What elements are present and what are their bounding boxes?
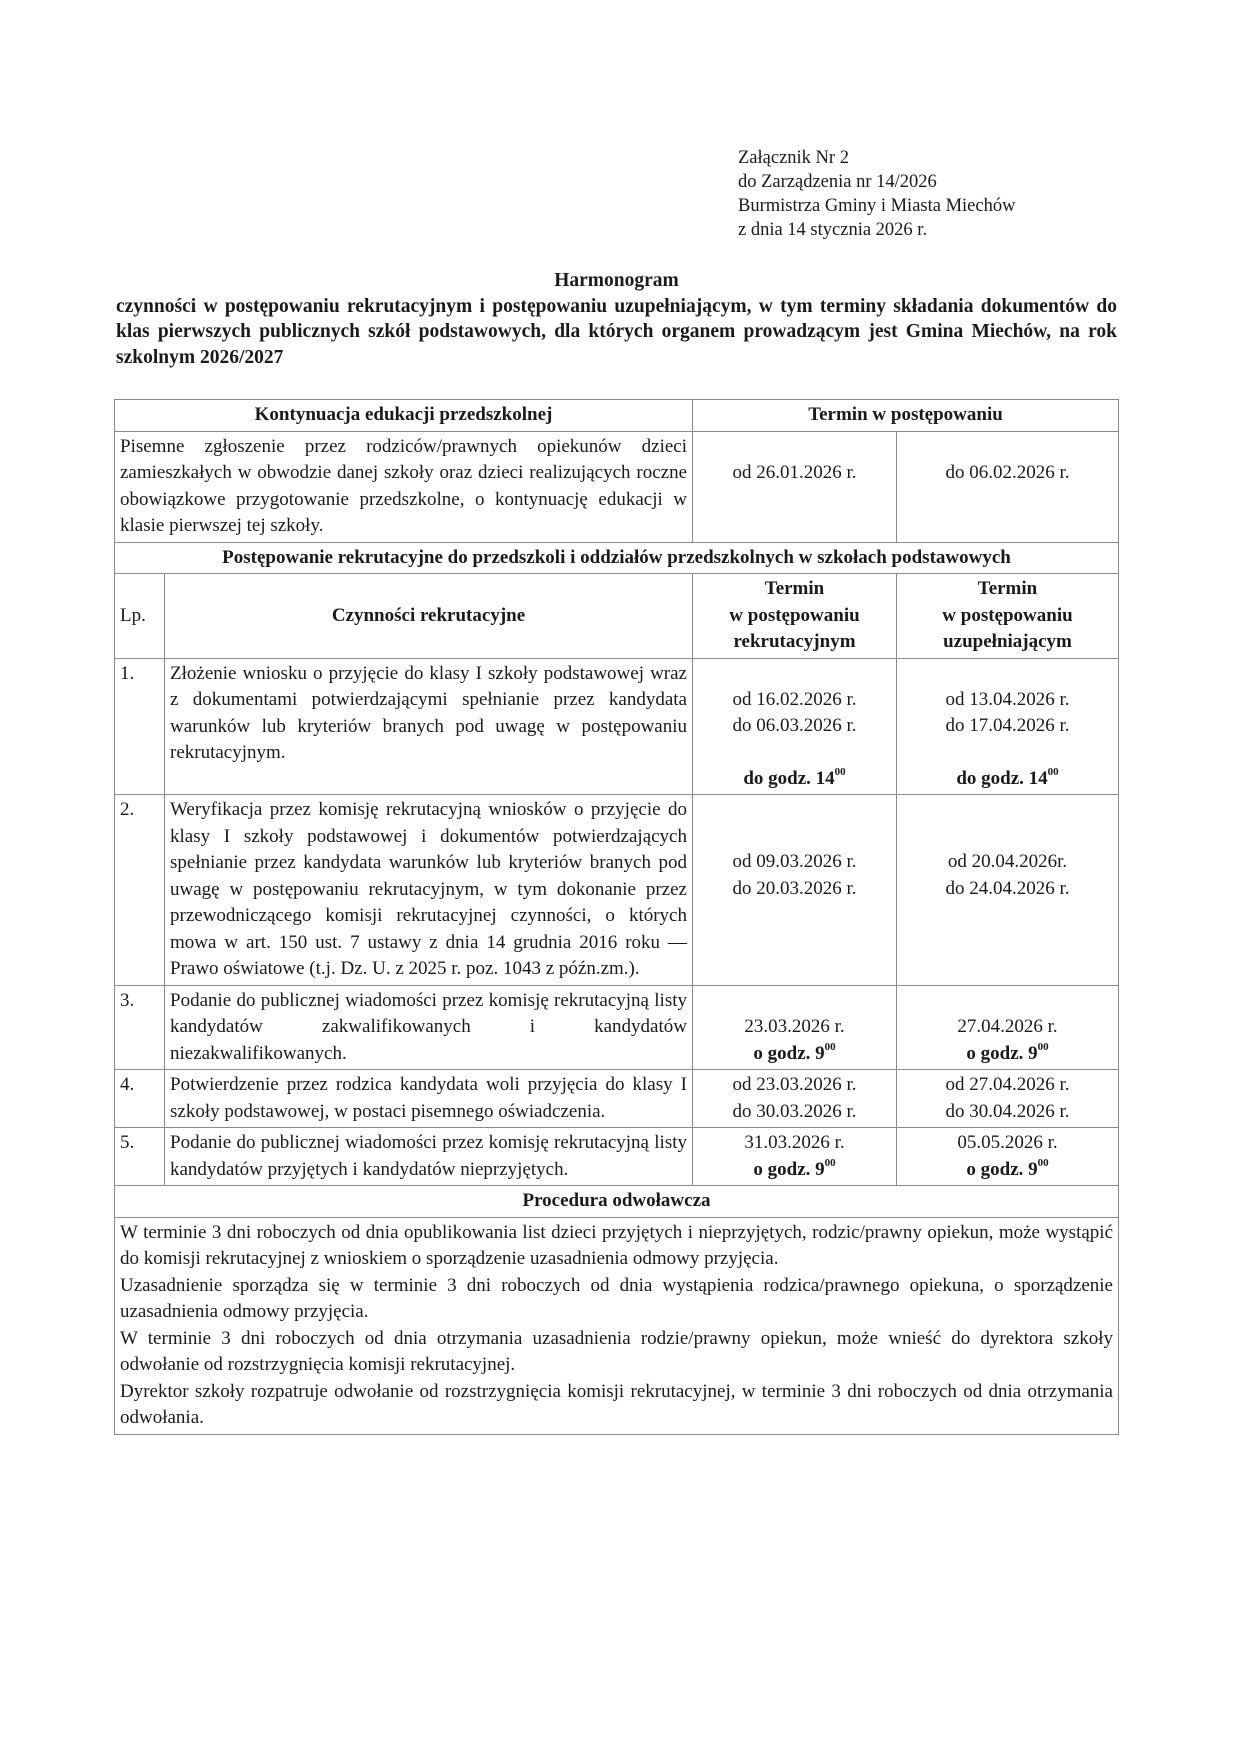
date-to: do 20.03.2026 r. — [732, 877, 857, 899]
row-number: 5. — [115, 1128, 165, 1186]
time-text: do godz. 14 — [743, 767, 835, 789]
time-minutes: 00 — [1037, 1157, 1049, 1170]
date-to: do 24.04.2026 r. — [945, 877, 1070, 899]
date: 23.03.2026 r. — [744, 1016, 845, 1037]
time-text: o godz. 9 — [753, 1158, 825, 1180]
row-supp-term — [897, 985, 1119, 1070]
continuation-description: Pisemne zgłoszenie przez rodziców/prawnych opiekunów dzieci zamieszkałych w obwodzie danej szkoły oraz dzieci realizujących roczne obowiązkowe przygotowanie przedszkolne, o kontynuację edukacji w klasie pierwszej tej szkoły. — [115, 431, 693, 542]
table-row — [115, 658, 1119, 795]
row-supp-term — [897, 1070, 1119, 1128]
document-subtitle: czynności w postępowaniu rekrutacyjnym i postępowaniu uzupełniającym, w tym terminy składania dokumentów do klas pierwszych publicznych szkół podstawowych, dla których organem prowadzącym jest Gmina Miechów, na rok szkolnym 2026/2027 — [116, 295, 1117, 368]
continuation-header-row — [115, 400, 1119, 432]
date: 05.05.2026 r. — [957, 1132, 1058, 1153]
appeal-header-row — [115, 1186, 1119, 1218]
term-main-header-line: rekrutacyjnym — [733, 631, 856, 652]
appeal-paragraph: W terminie 3 dni roboczych od dnia otrzymania uzasadnienia rodzie/prawny opiekun, może wnieść do dyrektora szkoły odwołanie od rozstrzygnięcia komisji rekrutacyjnej. — [120, 1327, 1113, 1375]
term-supp-header-line: Termin — [977, 578, 1038, 599]
row-activity: Podanie do publicznej wiadomości przez komisję rekrutacyjną listy kandydatów przyjętych i kandydatów nieprzyjętych. — [165, 1128, 693, 1186]
time-text: o godz. 9 — [966, 1042, 1038, 1064]
table-row — [115, 795, 1119, 986]
time-text: o godz. 9 — [966, 1158, 1038, 1180]
ordinance-date: z dnia 14 stycznia 2026 r. — [738, 220, 928, 240]
continuation-term-header: Termin w postępowaniu — [693, 400, 1119, 432]
issuing-authority: Burmistrza Gminy i Miasta Miechów — [738, 196, 1016, 216]
appeal-paragraph: Uzasadnienie sporządza się w terminie 3 dni roboczych od dnia wystąpienia rodzica/prawnego opiekuna, o sporządzenie uzasadnienia odmowy przyjęcia. — [120, 1274, 1113, 1322]
term-main-header-line: w postępowaniu — [729, 604, 860, 626]
recruitment-section-title: Postępowanie rekrutacyjne do przedszkoli i oddziałów przedszkolnych w szkołach podstawowych — [115, 542, 1119, 574]
table-row — [115, 985, 1119, 1070]
continuation-from — [693, 431, 897, 542]
row-main-term — [693, 658, 897, 795]
date-to: do 17.04.2026 r. — [945, 715, 1070, 736]
term-main-header — [693, 574, 897, 659]
date: 27.04.2026 r. — [957, 1016, 1058, 1037]
ordinance-reference: do Zarządzenia nr 14/2026 — [738, 172, 937, 192]
time-deadline — [902, 1157, 1113, 1184]
row-supp-term — [897, 1128, 1119, 1186]
recruitment-header-row — [115, 574, 1119, 659]
lp-header: Lp. — [115, 574, 165, 659]
time-minutes: 00 — [1047, 766, 1059, 779]
time-minutes: 00 — [824, 1041, 836, 1054]
attachment-number: Załącznik Nr 2 — [738, 148, 849, 168]
table-row — [115, 1070, 1119, 1128]
date-from: od 09.03.2026 r. — [732, 851, 857, 872]
date-to: do 30.04.2026 r. — [945, 1100, 1070, 1122]
time-minutes: 00 — [834, 766, 846, 779]
date-to: do 06.03.2026 r. — [732, 715, 857, 736]
date-from: od 16.02.2026 r. — [732, 688, 857, 710]
row-supp-term — [897, 658, 1119, 795]
date-to: do 30.03.2026 r. — [732, 1100, 857, 1122]
time-deadline — [698, 766, 891, 793]
time-minutes: 00 — [824, 1157, 836, 1170]
row-number: 4. — [115, 1070, 165, 1128]
time-text: o godz. 9 — [753, 1042, 825, 1064]
time-deadline — [698, 1041, 891, 1068]
row-activity: Potwierdzenie przez rodzica kandydata woli przyjęcia do klasy I szkoły podstawowej, w postaci pisemnego oświadczenia. — [165, 1070, 693, 1128]
schedule-table — [114, 399, 1119, 1435]
row-number: 1. — [115, 658, 165, 795]
row-activity: Weryfikacja przez komisję rekrutacyjną wniosków o przyjęcie do klasy I szkoły podstawowej i dokumentów potwierdzających spełnianie przez kandydata warunków lub kryteriów branych pod uwagę w postępowaniu rekrutacyjnym, w tym dokonanie przez przewodniczącego komisji rekrutacyjnej czynności, o których mowa w art. 150 ust. 7 ustawy z dnia 14 grudnia 2016 roku — Prawo oświatowe (t.j. Dz. U. z 2025 r. poz. 1043 z późn.zm.). — [165, 795, 693, 986]
term-main-header-line: Termin — [764, 578, 825, 599]
row-number: 3. — [115, 985, 165, 1070]
appeal-title: Procedura odwoławcza — [115, 1186, 1119, 1218]
continuation-header: Kontynuacja edukacji przedszkolnej — [115, 400, 693, 432]
time-deadline — [902, 1041, 1113, 1068]
time-text: do godz. 14 — [956, 767, 1048, 789]
row-main-term — [693, 985, 897, 1070]
date: 31.03.2026 r. — [744, 1132, 845, 1153]
appeal-paragraph: W terminie 3 dni roboczych od dnia opublikowania list dzieci przyjętych i nieprzyjętych, rodzic/prawny opiekun, może wystąpić do komisji rekrutacyjnej z wnioskiem o sporządzenie uzasadnienia odmowy przyjęcia. — [120, 1221, 1113, 1269]
appeal-paragraph: Dyrektor szkoły rozpatruje odwołanie od rozstrzygnięcia komisji rekrutacyjnej, w terminie 3 dni roboczych od dnia otrzymania odwołania. — [120, 1380, 1113, 1428]
row-main-term — [693, 795, 897, 986]
activity-header: Czynności rekrutacyjne — [165, 574, 693, 659]
term-supp-header-line: w postępowaniu — [942, 604, 1073, 626]
continuation-row — [115, 431, 1119, 542]
date-from: od 27.04.2026 r. — [945, 1074, 1070, 1095]
time-deadline — [902, 766, 1113, 793]
appeal-row — [115, 1217, 1119, 1434]
document-title-block — [116, 268, 1117, 370]
date-from: od 20.04.2026r. — [947, 851, 1068, 872]
row-supp-term — [897, 795, 1119, 986]
time-minutes: 00 — [1037, 1041, 1049, 1054]
time-deadline — [698, 1157, 891, 1184]
row-main-term — [693, 1128, 897, 1186]
row-activity: Złożenie wniosku o przyjęcie do klasy I szkoły podstawowej wraz z dokumentami potwierdzającymi spełnianie przez kandydata warunków lub kryteriów branych pod uwagę w postępowaniu rekrutacyjnym. — [165, 658, 693, 795]
appeal-content — [115, 1217, 1119, 1434]
continuation-to-date: do 06.02.2026 r. — [945, 461, 1070, 483]
term-supp-header-line: uzupełniającym — [943, 631, 1072, 652]
continuation-from-date: od 26.01.2026 r. — [732, 461, 857, 483]
recruitment-section-row — [115, 542, 1119, 574]
document-title: Harmonogram — [554, 270, 679, 291]
row-number: 2. — [115, 795, 165, 986]
date-from: od 13.04.2026 r. — [945, 688, 1070, 710]
term-supp-header — [897, 574, 1119, 659]
date-from: od 23.03.2026 r. — [732, 1074, 857, 1095]
attachment-header — [738, 146, 1015, 242]
row-main-term — [693, 1070, 897, 1128]
continuation-to — [897, 431, 1119, 542]
table-row — [115, 1128, 1119, 1186]
row-activity: Podanie do publicznej wiadomości przez komisję rekrutacyjną listy kandydatów zakwalifikowanych i kandydatów niezakwalifikowanych. — [165, 985, 693, 1070]
